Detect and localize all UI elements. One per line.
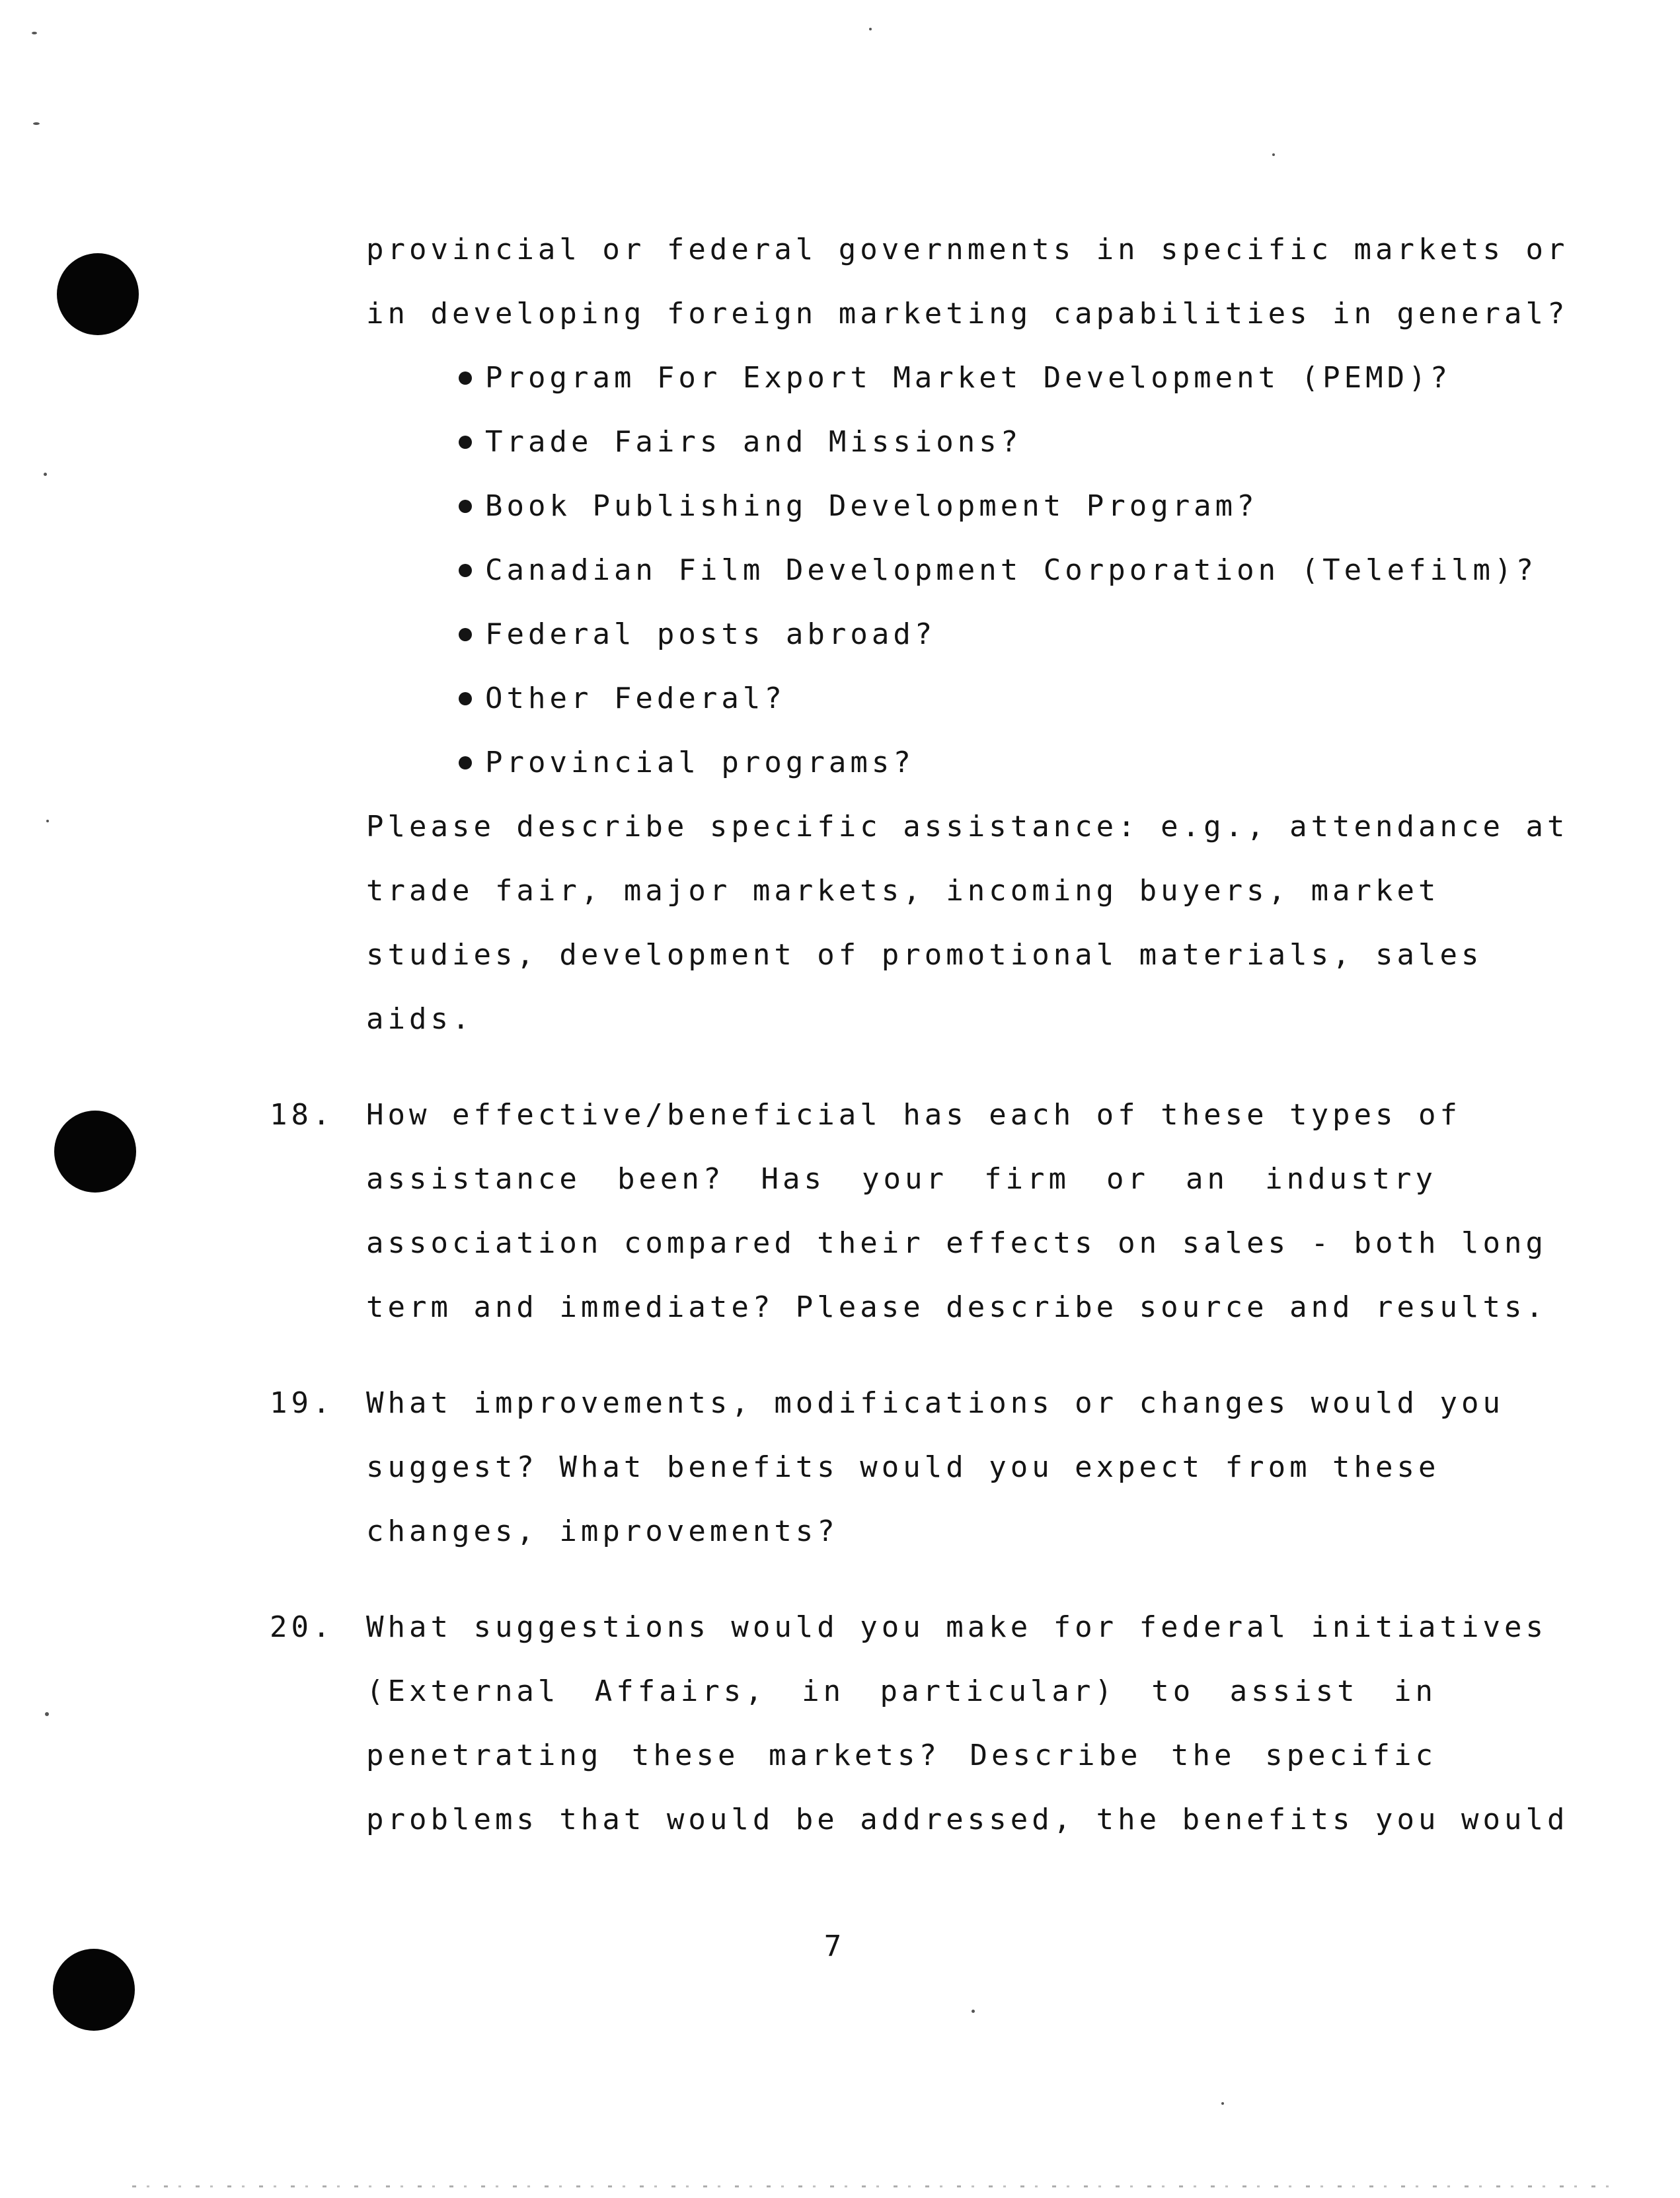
question-line: How effective/beneficial has each of these types of xyxy=(366,1098,1462,1132)
bullet-icon xyxy=(459,372,472,385)
scan-speck xyxy=(32,32,37,34)
page-number: 7 xyxy=(823,1930,842,1963)
scan-speck xyxy=(1221,2102,1224,2105)
bullet-item xyxy=(459,743,915,783)
question-line: term and immediate? Please describe source and results. xyxy=(366,1290,1547,1324)
describe-line: studies, development of promotional materials, sales xyxy=(366,938,1483,972)
bullet-text: Program For Export Market Development (PEMD)? xyxy=(485,361,1452,395)
bullet-item xyxy=(459,551,1537,590)
bullet-icon xyxy=(459,692,472,705)
bullet-item xyxy=(459,422,1022,462)
bullet-item xyxy=(459,358,1451,398)
bullet-item xyxy=(459,487,1258,526)
question-line: changes, improvements? xyxy=(366,1514,839,1548)
question-number: 18. xyxy=(270,1098,334,1132)
describe-line: Please describe specific assistance: e.g., attendance at xyxy=(366,810,1569,844)
scan-speck xyxy=(1272,153,1275,156)
intro-line: provincial or federal governments in specific markets or xyxy=(366,233,1569,266)
scan-edge-noise xyxy=(132,2185,1613,2187)
question-line: (External Affairs, in particular) to assist in xyxy=(366,1674,1437,1708)
bullet-icon xyxy=(459,564,472,577)
bullet-text: Federal posts abroad? xyxy=(485,617,936,651)
question-number: 20. xyxy=(270,1610,334,1644)
bullet-icon xyxy=(459,500,472,513)
bullet-text: Trade Fairs and Missions? xyxy=(485,425,1022,459)
scan-speck xyxy=(46,820,49,822)
question-line: What suggestions would you make for federal initiatives xyxy=(366,1610,1547,1644)
question-line: What improvements, modifications or changes would you xyxy=(366,1386,1504,1420)
bullet-item xyxy=(459,615,936,654)
bullet-text: Provincial programs? xyxy=(485,746,915,779)
question-number: 19. xyxy=(270,1386,334,1420)
scan-speck xyxy=(972,2010,975,2013)
scan-speck xyxy=(44,473,47,476)
punch-hole-top xyxy=(57,253,139,335)
scan-speck xyxy=(45,1712,49,1716)
question-line: problems that would be addressed, the benefits you would xyxy=(366,1803,1569,1836)
question-line: assistance been? Has your firm or an industry xyxy=(366,1162,1437,1196)
punch-hole-middle xyxy=(54,1111,136,1193)
bullet-text: Book Publishing Development Program? xyxy=(485,489,1258,523)
bullet-text: Canadian Film Development Corporation (Telefilm)? xyxy=(485,553,1538,587)
bullet-icon xyxy=(459,756,472,769)
punch-hole-bottom xyxy=(53,1949,135,2031)
bullet-item xyxy=(459,679,786,719)
describe-line: trade fair, major markets, incoming buyers, market xyxy=(366,874,1440,908)
question-line: penetrating these markets? Describe the specific xyxy=(366,1739,1437,1772)
intro-line: in developing foreign marketing capabilities in general? xyxy=(366,297,1569,331)
bullet-icon xyxy=(459,436,472,449)
scan-speck xyxy=(33,122,40,125)
bullet-text: Other Federal? xyxy=(485,682,786,715)
bullet-icon xyxy=(459,628,472,641)
question-line: association compared their effects on sales - both long xyxy=(366,1226,1547,1260)
question-line: suggest? What benefits would you expect from these xyxy=(366,1450,1440,1484)
scan-speck xyxy=(869,28,872,30)
describe-line: aids. xyxy=(366,1002,474,1036)
